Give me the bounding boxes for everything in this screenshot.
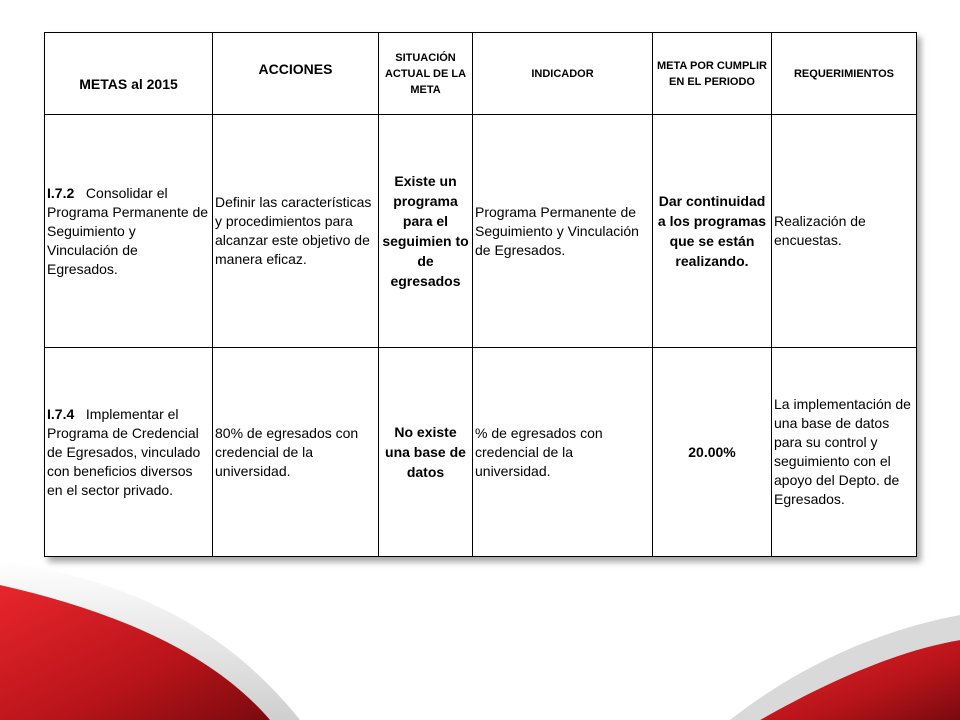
row1-situacion <box>379 115 473 348</box>
row1-meta-code: I.7.2 <box>47 184 75 201</box>
header-metas <box>45 33 213 115</box>
row2-meta <box>45 348 213 557</box>
header-meta-cumplir-label: META POR CUMPLIR EN EL PERIODO <box>657 59 767 88</box>
row1-meta-cumplir-text: Dar continuidad a los programas que se están realizando. <box>657 193 767 269</box>
row1-meta-text <box>47 184 210 279</box>
row2-meta-code: I.7.4 <box>47 405 75 422</box>
row1-requerimientos-text: Realización de encuestas. <box>774 213 866 248</box>
header-indicador-label: INDICADOR <box>531 67 594 80</box>
row2-meta-cumplir <box>653 348 772 557</box>
row1-acciones <box>213 115 379 348</box>
header-situacion-label: SITUACIÓN ACTUAL DE LA META <box>384 51 467 96</box>
row2-requerimientos <box>772 348 917 557</box>
row1-meta-description: Consolidar el Programa Permanente de Seguimiento y Vinculación de Egresados. <box>47 184 212 277</box>
header-requerimientos <box>772 33 917 115</box>
row1-indicador <box>473 115 653 348</box>
row2-meta-description: Implementar el Programa de Credencial de Egresados, vinculado con beneficios diversos en el sector privado. <box>47 405 205 498</box>
header-metas-label: METAS al 2015 <box>79 76 178 92</box>
row2-meta-text <box>47 405 210 500</box>
row2-indicador <box>473 348 653 557</box>
goals-table <box>44 32 917 557</box>
row2-acciones-text: 80% de egresados con credencial de la universidad. <box>215 424 359 479</box>
row2-indicador-text: % de egresados con credencial de la universidad. <box>475 424 603 479</box>
header-situacion <box>379 33 473 115</box>
header-meta-cumplir <box>653 33 772 115</box>
row2-acciones <box>213 348 379 557</box>
row1-indicador-text: Programa Permanente de Seguimiento y Vinculación de Egresados. <box>475 203 639 258</box>
row1-acciones-text: Definir las características y procedimientos para alcanzar este objetivo de manera eficaz. <box>215 194 372 267</box>
header-requerimientos-label: REQUERIMIENTOS <box>793 67 895 80</box>
row2-situacion <box>379 348 473 557</box>
row1-meta <box>45 115 213 348</box>
row1-requerimientos <box>772 115 917 348</box>
header-indicador <box>473 33 653 115</box>
header-acciones-label: ACCIONES <box>258 61 333 77</box>
row1-meta-cumplir <box>653 115 772 348</box>
header-acciones <box>213 33 379 115</box>
row2-requerimientos-text: La implementación de una base de datos para su control y seguimiento con el apoyo del Depto. de Egresados. <box>774 396 911 507</box>
row2-situacion-text: No existe una base de datos <box>385 424 466 480</box>
row1-situacion-text: Existe un programa para el seguimien to de egresados <box>382 173 469 289</box>
row2-meta-cumplir-text: 20.00% <box>688 444 736 460</box>
